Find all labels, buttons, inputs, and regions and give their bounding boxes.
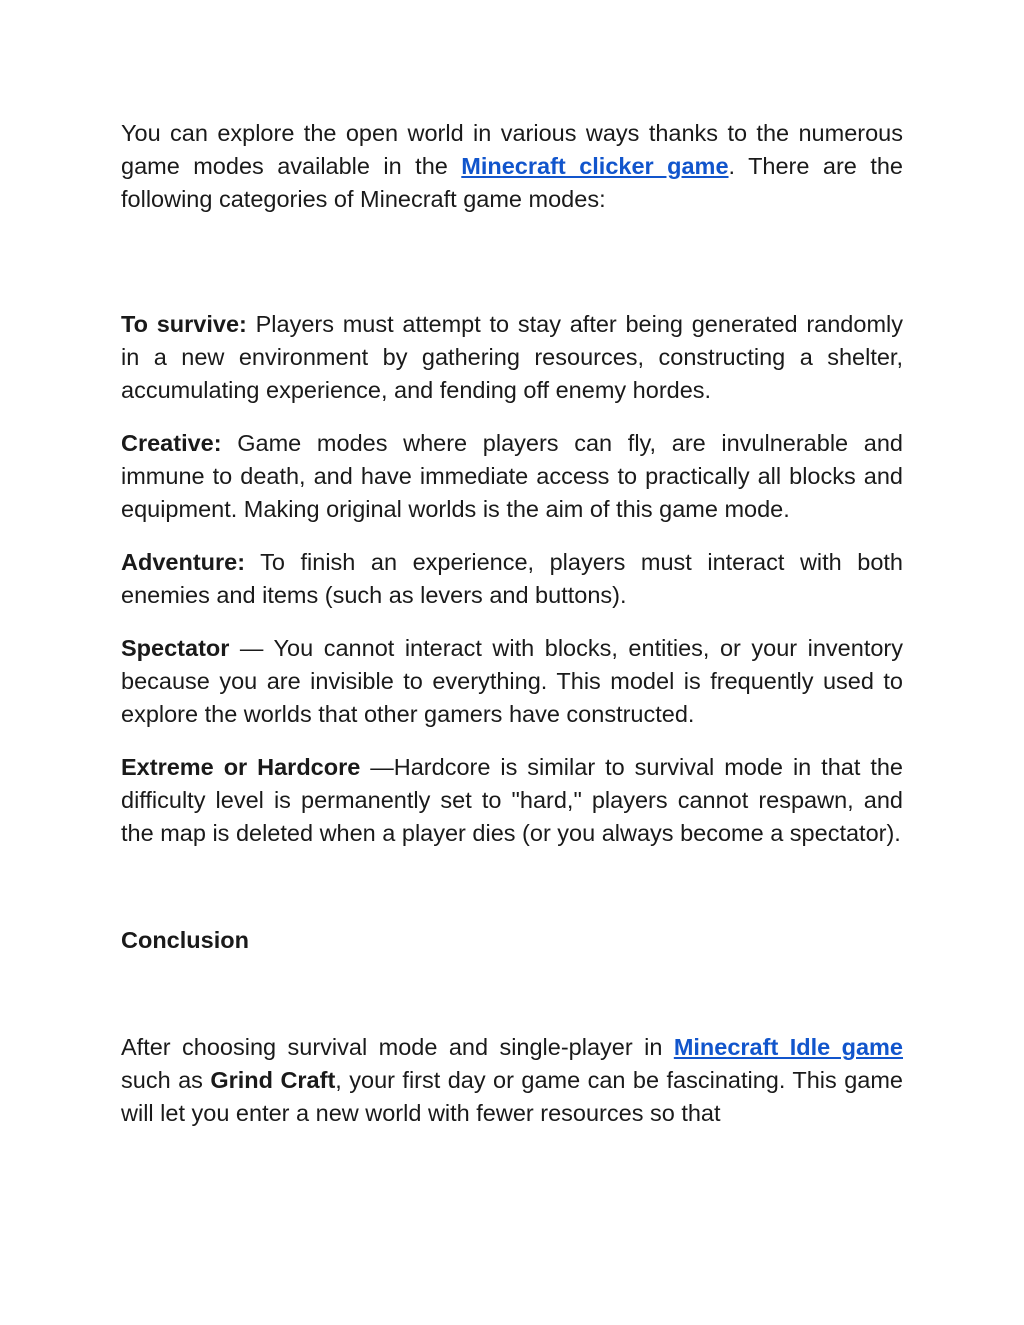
mode-description: To finish an experience, players must interact with both enemies and items (such as levers and buttons). [121,549,903,608]
spacer [121,957,903,1031]
mode-adventure [121,546,903,612]
mode-title: Creative: [121,430,222,456]
intro-text-end: . There are the following categories of Minecraft game modes: [121,153,903,212]
mode-title: Adventure: [121,549,246,575]
minecraft-idle-game-link[interactable]: Minecraft Idle game [673,1034,903,1060]
intro-text-start: You can explore the open world in various ways thanks to the numerous game modes available in the [121,120,903,179]
mode-description: —Hardcore is similar to survival mode in that the difficulty level is permanently set to "hard," players cannot respawn, and the map is deleted when a player dies (or you always become a spectator). [121,754,903,846]
mode-title: To survive: [121,311,247,337]
conclusion-paragraph [121,1031,903,1130]
mode-survival [121,308,903,407]
grind-craft-term: Grind Craft [210,1067,336,1093]
spacer [121,216,903,308]
mode-description: Players must attempt to stay after being generated randomly in a new environment by gathering resources, constructing a shelter, accumulating experience, and fending off enemy hordes. [121,311,903,403]
spacer [121,850,903,924]
conclusion-heading: Conclusion [121,927,249,953]
mode-title: Extreme or Hardcore [121,754,361,780]
mode-hardcore [121,751,903,850]
mode-description: Game modes where players can fly, are invulnerable and immune to death, and have immediate access to practically all blocks and equipment. Making original worlds is the aim of this game mode. [121,430,903,522]
mode-title: Spectator [121,635,230,661]
mode-creative [121,427,903,526]
conclusion-text-start: After choosing survival mode and single-player in [121,1034,674,1060]
intro-paragraph [121,117,903,216]
mode-spectator [121,632,903,731]
mode-description: — You cannot interact with blocks, entities, or your inventory because you are invisible to everything. This model is frequently used to explore the worlds that other gamers have constructed. [121,635,903,727]
document-page [121,117,903,1130]
conclusion-text-mid: such as [121,1067,211,1093]
minecraft-clicker-game-link[interactable]: Minecraft clicker game [461,153,729,179]
conclusion-text-end: , your first day or game can be fascinating. This game will let you enter a new world with fewer resources so that [121,1067,904,1126]
